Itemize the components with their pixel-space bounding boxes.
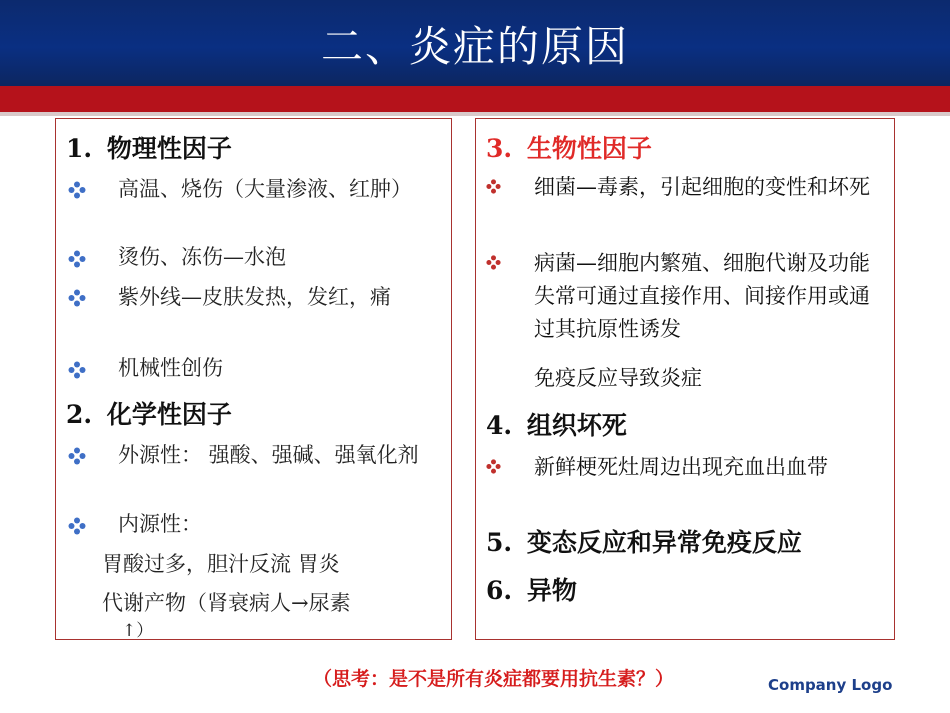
divider-shadow	[0, 112, 950, 116]
list-item: 外源性： 强酸、强碱、强氧化剂	[118, 443, 419, 467]
diamond-four-dots-icon	[68, 447, 86, 465]
diamond-four-dots-icon	[68, 289, 86, 307]
text-line: 代谢产物（肾衰病人→尿素	[102, 591, 351, 615]
section-number: 1.	[66, 134, 93, 163]
section-title: 异物	[526, 576, 577, 605]
list-item: 病菌—细胞内繁殖、细胞代谢及功能失常可通过直接作用、间接作用或通过其抗原性诱发	[534, 251, 870, 341]
list-item: 机械性创伤	[118, 356, 223, 380]
section-title: 变态反应和异常免疫反应	[526, 528, 802, 557]
section-number: 3.	[486, 134, 513, 163]
list-item: 内源性：	[118, 512, 202, 536]
slide-title: 二、炎症的原因	[320, 22, 629, 71]
diamond-four-dots-icon	[68, 361, 86, 379]
section-number: 5.	[486, 528, 513, 557]
section-title: 物理性因子	[106, 134, 232, 163]
section-heading-foreign-body	[486, 571, 577, 607]
text-line: 免疫反应导致炎症	[534, 366, 702, 390]
diamond-four-dots-icon	[68, 250, 86, 268]
section-title: 生物性因子	[526, 134, 652, 163]
section-heading-physical	[66, 129, 232, 165]
list-item: 烫伤、冻伤—水泡	[118, 245, 286, 269]
section-heading-necrosis	[486, 406, 627, 442]
section-number: 6.	[486, 576, 513, 605]
section-heading-biological	[486, 129, 652, 165]
diamond-four-dots-icon	[486, 179, 501, 194]
company-logo: Company Logo	[768, 676, 893, 694]
diamond-four-dots-icon	[486, 255, 501, 270]
section-title: 组织坏死	[526, 411, 627, 440]
diamond-four-dots-icon	[486, 459, 501, 474]
section-number: 4.	[486, 411, 513, 440]
text-line: 胃酸过多，胆汁反流 胃炎	[102, 552, 340, 576]
section-heading-chemical	[66, 395, 232, 431]
footnote-question: （思考：是不是所有炎症都要用抗生素？）	[313, 668, 675, 690]
section-number: 2.	[66, 400, 93, 429]
list-item: 细菌—毒素，引起细胞的变性和坏死	[534, 175, 870, 199]
list-item: 高温、烧伤（大量渗液、红肿）	[118, 177, 412, 201]
list-item: 新鲜梗死灶周边出现充血出血带	[534, 455, 828, 479]
diamond-four-dots-icon	[68, 517, 86, 535]
red-divider-bar	[0, 86, 950, 112]
section-heading-allergy	[486, 523, 802, 559]
list-item: 紫外线—皮肤发热，发红，痛	[118, 285, 391, 309]
diamond-four-dots-icon	[68, 181, 86, 199]
text-line: ↑）	[122, 621, 154, 641]
left-content-box	[55, 118, 452, 640]
title-banner	[0, 0, 950, 86]
section-title: 化学性因子	[106, 400, 232, 429]
right-content-box	[475, 118, 895, 640]
